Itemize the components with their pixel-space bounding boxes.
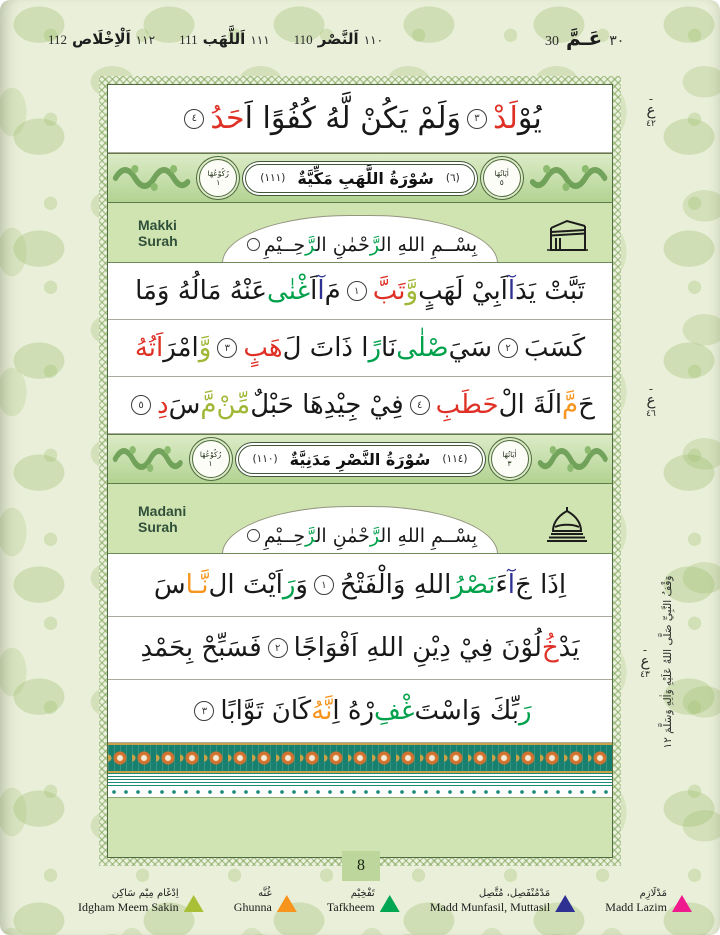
legend-item-madd-munfasil-muttasil: مَدْمُنْفَصِل، مُتَّصِل Madd Munfasil, Muttasil [430, 888, 575, 914]
arabesque-ornament-icon [537, 440, 609, 478]
legend-color-triangle [380, 895, 400, 912]
makki-surah-label: Makki Surah [138, 216, 178, 249]
surah-title-pill [245, 164, 475, 193]
tajweed-legend [78, 888, 692, 914]
juz-name-arabic: عَـمَّ [566, 26, 603, 50]
legend-color-triangle [555, 895, 575, 912]
mosque-dome-icon [544, 503, 590, 545]
surah-number-arabic: ١١١ [250, 33, 270, 47]
ayah-line-nasr-3: رَ بِّكَ وَاسْتَ غْفِ رْهُ اِ نَّهُ كَانَ تَوَّابًا ٣ [108, 680, 612, 743]
ruku-marker: ـ ع ٤٢ [646, 92, 656, 129]
surah-number-latin: 110 [293, 32, 313, 47]
surah-number-latin: 112 [48, 32, 68, 47]
ayat-count-badge: اٰيَاتُهَا ٥ [483, 159, 521, 197]
surah-title: سُوْرَةُ النَّصْرِ مَدَنِيَّةٌ [289, 449, 431, 469]
ayah-line-lahab-1: تَبَّتْ يَدَ آ اَبِيْ لَهَبٍ وَّ تَبَّ ١ مَ آ اَ غْنٰى عَنْهُ مَالُهُ وَمَا [108, 263, 612, 320]
ruku-count-badge: رُكُوْعُهَا ١ [199, 159, 237, 197]
legend-item-ghunna: غُنَّه Ghunna [234, 888, 297, 914]
madani-surah-label: Madani Surah [138, 502, 187, 535]
header-juz-ref [545, 26, 624, 50]
ayah-line-lahab-2: كَسَبَ ٢ سَيَ صْلٰى نَا رً ا ذَاتَ لَ هَبٍ ٣ وَّ امْرَ اَتُهُ [108, 320, 612, 377]
legend-item-idgham-meem-sakin: اِدْغَام مِيْم سَاكِن Idgham Meem Sakin [78, 888, 204, 914]
arabesque-ornament-icon [112, 440, 184, 478]
surah-number: (١١٠) [252, 453, 278, 465]
arabesque-ornament-icon [112, 159, 191, 197]
legend-color-triangle [672, 895, 692, 912]
bismillah-band-makki [108, 203, 612, 263]
surah-name-arabic: اَلْاِخْلَاص [72, 30, 131, 48]
header-surah-ref-ikhlas [48, 30, 155, 48]
frieze-tassels [108, 773, 612, 797]
margin-waqf-note: وَقْفُ النَّبِيِّ صَلَّى اللهُ عَلَيْهِ وَاٰلِهِ وَسَلَّمَ ١٢ [662, 575, 674, 749]
revelation-order-number: (١١٤) [442, 453, 468, 465]
header-surah-list [48, 30, 383, 48]
content-frame-inner [107, 84, 613, 858]
page-number: 8 [342, 851, 380, 881]
surah-title: سُوْرَةُ اللَّهَبِ مَكِّيَّةٌ [297, 168, 434, 188]
ruku-marker: ـ ع ٤٦ [646, 382, 656, 419]
juz-number-arabic: ٣٠ [609, 34, 625, 49]
bismillah-cloud [222, 215, 498, 263]
ruku-count-badge: رُكُوْعُهَا ١ [192, 440, 230, 478]
content-frame [99, 76, 621, 866]
legend-item-tafkheem: تَفْخِيْم Tafkheem [327, 888, 400, 914]
surah-number-arabic: ١١٢ [135, 33, 156, 47]
ayat-count-badge: اٰيَاتُهَا ٣ [491, 440, 529, 478]
bismillah-text: بِسْــمِ اللهِ الرَّحْمٰنِ الرَّحِــيْمِ [243, 525, 477, 547]
header-surah-ref-nasr [294, 30, 383, 48]
arabesque-ornament-icon [529, 159, 608, 197]
surah-number-arabic: ١١٠ [363, 33, 384, 47]
kaaba-icon [544, 214, 590, 254]
footer-filler-block [108, 797, 612, 857]
header-surah-ref-lahab [179, 30, 270, 48]
surah-number-latin: 111 [179, 32, 198, 47]
bismillah-text: بِسْــمِ اللهِ الرَّحْمٰنِ الرَّحِــيْمِ [243, 234, 477, 256]
revelation-order-number: (٦) [445, 172, 460, 184]
legend-color-triangle [184, 895, 204, 912]
legend-item-madd-lazim: مَدْلَازِم Madd Lazim [605, 888, 692, 914]
ruku-marker: ـ ع ٤٣ [640, 643, 650, 680]
ayah-line-lahab-3: حَ مَّ الَةَ الْ حَطَبِ ٤ فِيْ جِيْدِهَا حَبْلٌ مِّنْ مَّ سَ دِ ٥ [108, 377, 612, 434]
surah-title-pill [238, 445, 483, 474]
surah-number: (١١١) [260, 172, 286, 184]
bismillah-band-madani [108, 484, 612, 554]
ornamental-frieze [108, 743, 612, 773]
ayah-line-nasr-2: يَدْ خُ لُوْنَ فِيْ دِيْنِ اللهِ اَفْوَاجًا ٢ فَسَبِّحْ بِحَمْدِ [108, 617, 612, 680]
ayah-line-nasr-1: اِذَا جَ آ ءَ نَصْرُ اللهِ وَالْفَتْحُ ١ وَ رَ اَيْتَ ال نَّـا سَ [108, 554, 612, 617]
surah-name-arabic: اَلنَّصْر [317, 30, 359, 48]
surah-header-lahab [108, 153, 612, 203]
surah-name-arabic: اَللَّهَب [202, 30, 246, 48]
surah-header-nasr [108, 434, 612, 484]
ayah-line-ikhlas-end: يُوْ لَدْ ٣ وَلَمْ يَكُنْ لَّهُ كُفُوًا اَ حَدُ ٤ [108, 85, 612, 153]
bismillah-cloud [222, 506, 498, 554]
juz-number-latin: 30 [545, 34, 559, 49]
legend-color-triangle [277, 895, 297, 912]
